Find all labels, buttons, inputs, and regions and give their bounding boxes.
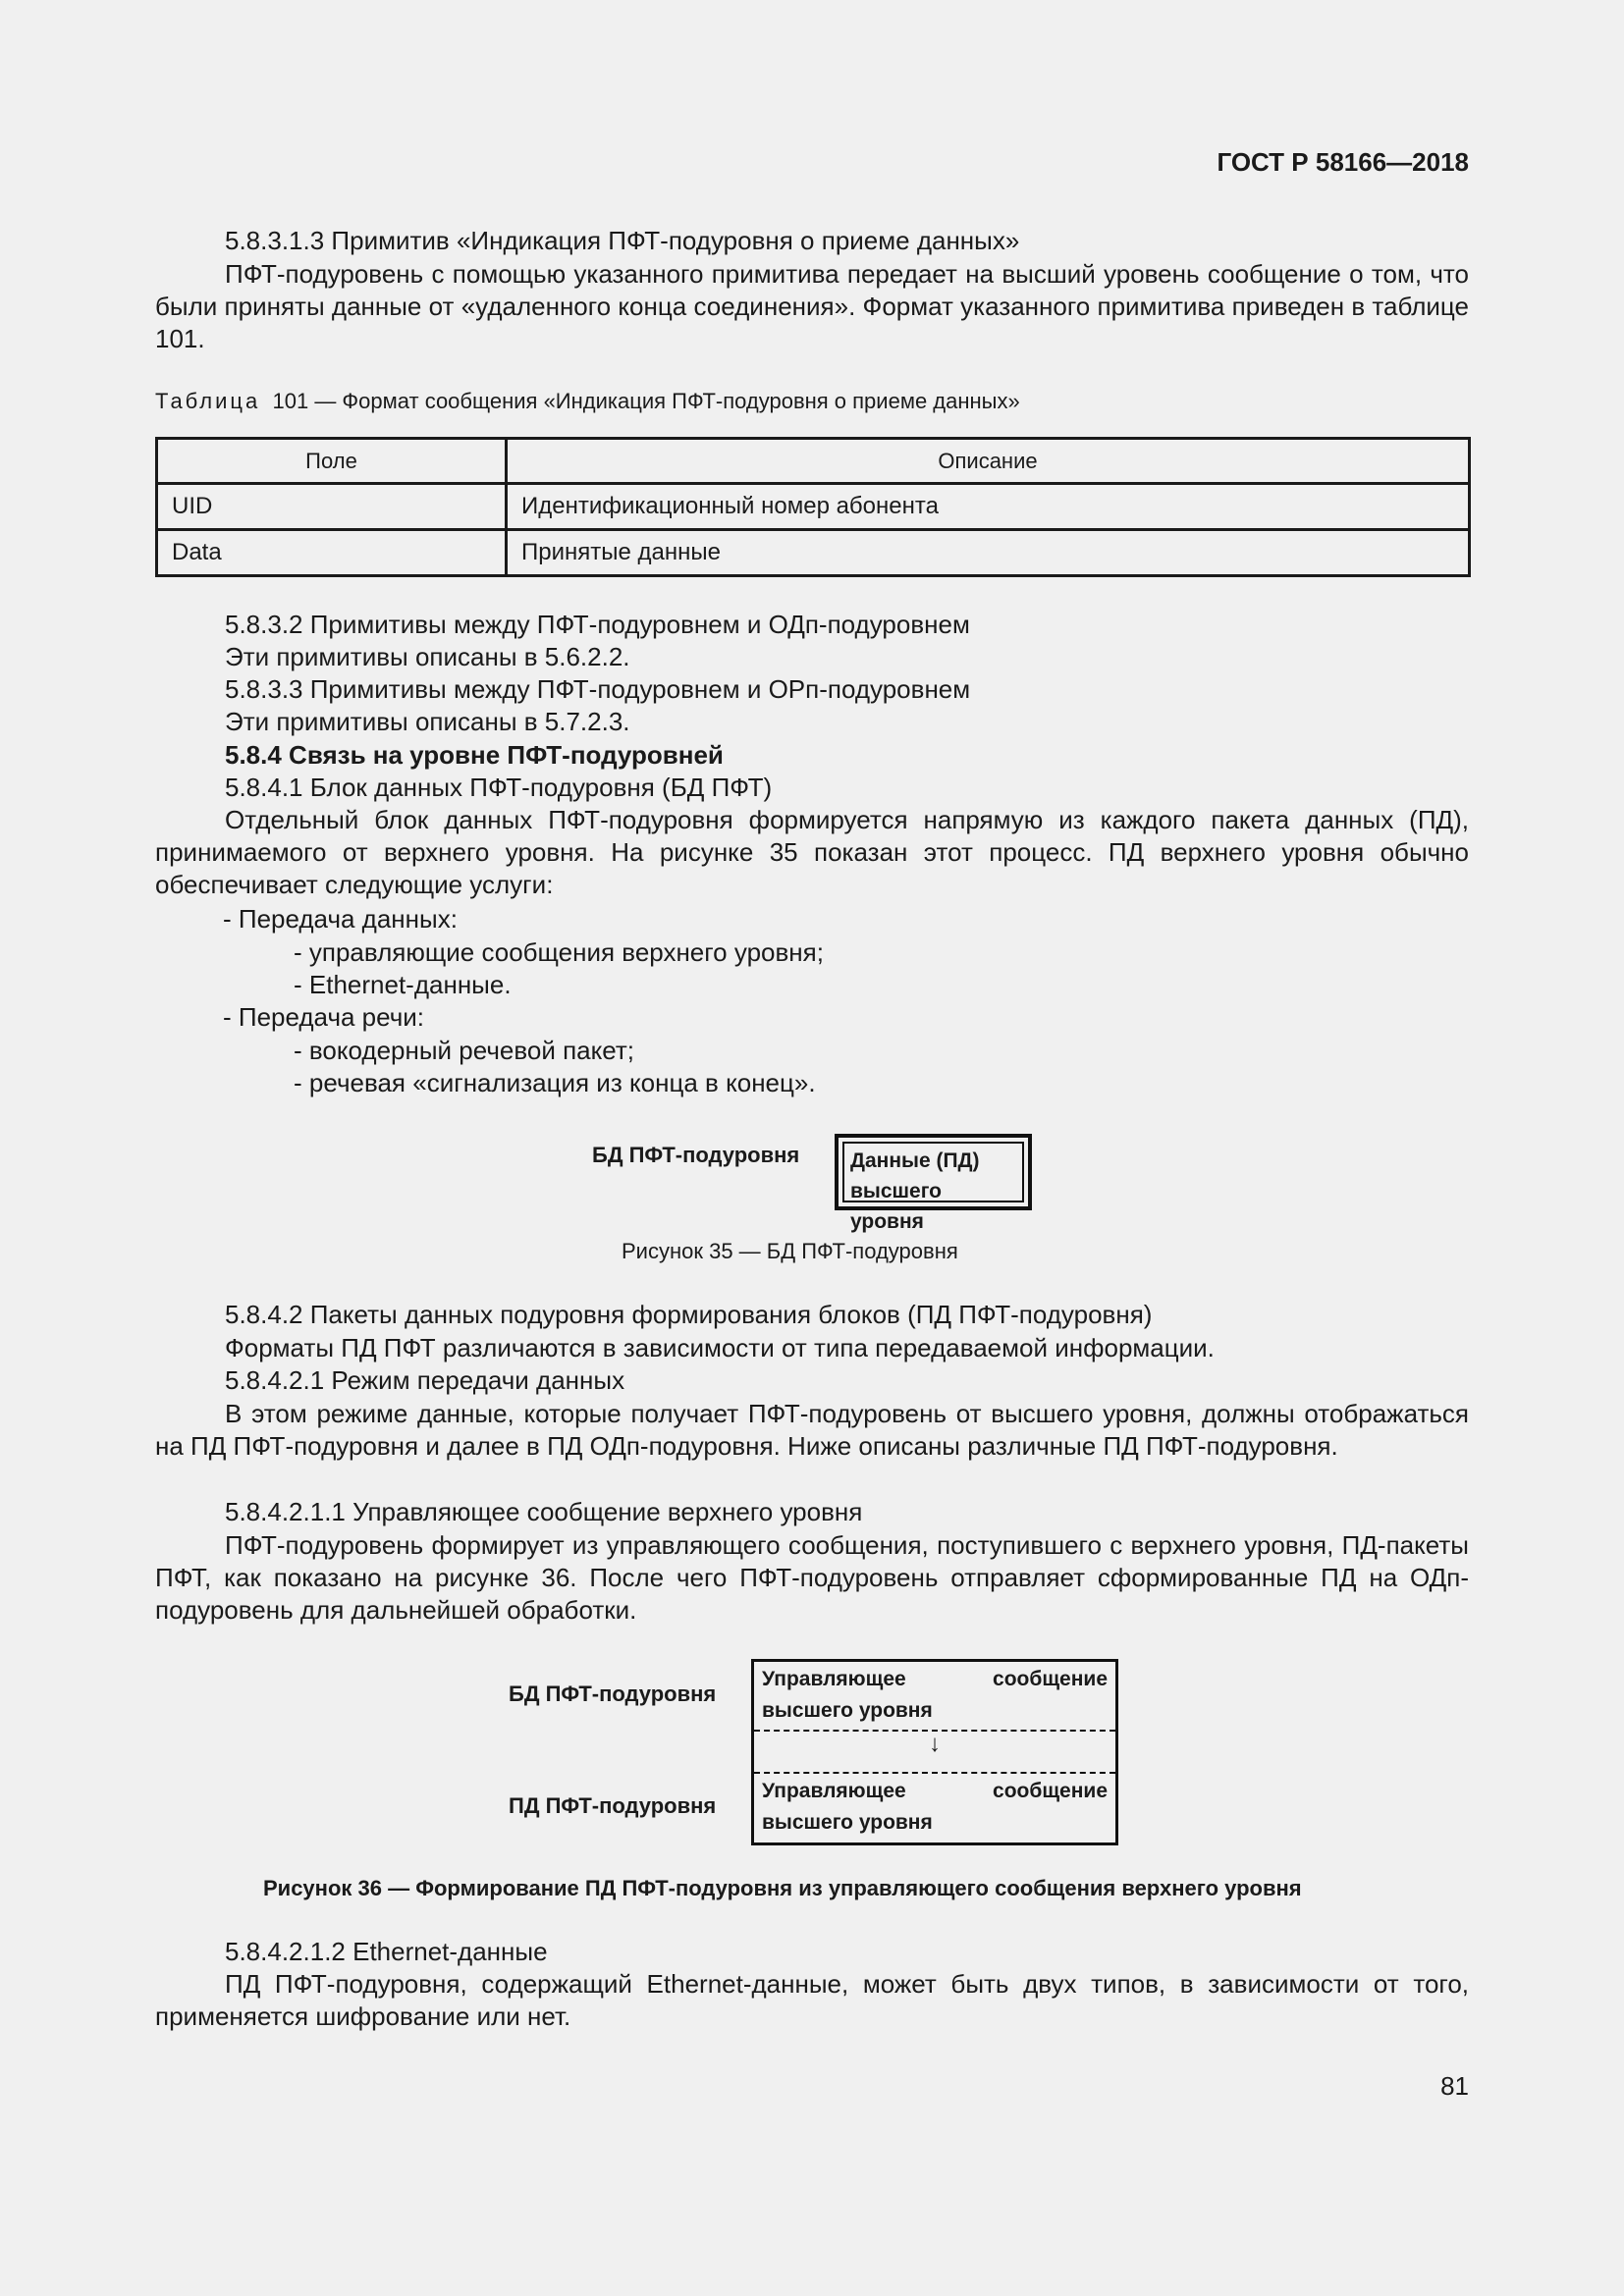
figure-36-top-word1: Управляющее (762, 1668, 906, 1690)
column-header-description: Описание (507, 439, 1470, 484)
section-heading: 5.8.3.1.3 Примитив «Индикация ПФТ-подуровня о приеме данных» (225, 226, 1020, 255)
cell-field: Data (157, 530, 507, 576)
figure-36-bottom-word3: высшего уровня (762, 1811, 933, 1834)
table-row (157, 484, 1470, 530)
figure-36-bottom-word2: сообщение (993, 1780, 1108, 1802)
text-line: Эти примитивы описаны в 5.6.2.2. (225, 642, 630, 671)
section-heading: 5.8.4.2.1.1 Управляющее сообщение верхнего уровня (225, 1497, 863, 1526)
section-heading: 5.8.4.2 Пакеты данных подуровня формирования блоков (ПД ПФТ-подуровня) (225, 1300, 1153, 1329)
figure-36-top-word2: сообщение (993, 1668, 1108, 1690)
figure-35-inner (842, 1142, 1024, 1233)
table-101 (155, 437, 1471, 577)
figure-36-label-bottom: ПД ПФТ-подуровня (509, 1793, 717, 1818)
cell-field: UID (157, 484, 507, 530)
down-arrow-icon: ↓ (929, 1731, 941, 1757)
paragraph: ПД ПФТ-подуровня, содержащий Ethernet-данные, может быть двух типов, в зависимости от того, применяется шифрование или нет. (155, 1969, 1469, 2031)
section-heading: 5.8.3.3 Примитивы между ПФТ-подуровнем и ОРп-подуровнем (225, 674, 971, 704)
list-subitem: - речевая «сигнализация из конца в конец». (294, 1068, 816, 1097)
figure-36-label-top: БД ПФТ-подуровня (509, 1682, 717, 1706)
section-heading: 5.8.4.2.1 Режим передачи данных (225, 1365, 625, 1395)
list-item: - Передача данных: (223, 904, 458, 934)
figure-35-label: БД ПФТ-подуровня (592, 1143, 800, 1167)
paragraph: ПФТ-подуровень с помощью указанного примитива передает на высший уровень сообщение о том, что были приняты данные от «удаленного конца соединения». Формат указанного примитива приведен в таблице 101. (155, 259, 1469, 353)
section-heading: 5.8.4.1 Блок данных ПФТ-подуровня (БД ПФТ) (225, 773, 773, 802)
text-line: Эти примитивы описаны в 5.7.2.3. (225, 707, 630, 736)
figure-36-top-word3: высшего уровня (762, 1699, 933, 1722)
figure-36-bottom-cell (754, 1776, 1115, 1839)
table-header-row (157, 439, 1470, 484)
cell-description: Принятые данные (507, 530, 1470, 576)
figure-35-box-line2: высшего уровня (850, 1180, 943, 1233)
paragraph: В этом режиме данные, которые получает ПФТ-подуровень от высшего уровня, должны отображаться на ПД ПФТ-подуровня и далее в ПД ОДп-подуровня. Ниже описаны различные ПД ПФТ-подуровня. (155, 1399, 1469, 1461)
table-row (157, 530, 1470, 576)
figure-35-box-line1: Данные (ПД) (850, 1149, 980, 1172)
section-heading: 5.8.3.2 Примитивы между ПФТ-подуровнем и ОДп-подуровнем (225, 610, 970, 639)
list-subitem: - управляющие сообщения верхнего уровня; (294, 937, 824, 967)
paragraph: ПФТ-подуровень формирует из управляющего сообщения, поступившего с верхнего уровня, ПД-пакеты ПФТ, как показано на рисунке 36. После чего ПФТ-подуровень отправляет сформированные ПД на ОДп-подуровень для дальнейшей обработки. (155, 1530, 1469, 1625)
figure-36-bottom-word1: Управляющее (762, 1780, 906, 1802)
figure-36-top-cell (754, 1664, 1115, 1727)
page-number: 81 (1440, 2071, 1469, 2101)
dashed-divider (754, 1772, 1115, 1774)
list-subitem: - вокодерный речевой пакет; (294, 1036, 635, 1065)
table-caption (155, 389, 1020, 414)
cell-description: Идентификационный номер абонента (507, 484, 1470, 530)
section-heading: 5.8.4.2.1.2 Ethernet-данные (225, 1937, 548, 1966)
paragraph: Отдельный блок данных ПФТ-подуровня формируется напрямую из каждого пакета данных (ПД), принимаемого от верхнего уровня. На рисунке 35 показан этот процесс. ПД верхнего уровня обычно обеспечивает следующие услуги: (155, 805, 1469, 899)
table-caption-prefix: Таблица (155, 389, 261, 413)
table-caption-text: 101 — Формат сообщения «Индикация ПФТ-подуровня о приеме данных» (272, 389, 1020, 413)
list-item: - Передача речи: (223, 1002, 425, 1032)
figure-35-box (835, 1134, 1032, 1233)
standard-number: ГОСТ Р 58166—2018 (1217, 147, 1469, 177)
figure-35-caption: Рисунок 35 — БД ПФТ-подуровня (622, 1239, 958, 1263)
figure-36-caption: Рисунок 36 — Формирование ПД ПФТ-подуровня из управляющего сообщения верхнего уровня (263, 1876, 1302, 1900)
list-subitem: - Ethernet-данные. (294, 970, 512, 999)
section-heading-bold: 5.8.4 Связь на уровне ПФТ-подуровней (225, 740, 724, 770)
figure-36-diagram (751, 1659, 1118, 1845)
column-header-field: Поле (157, 439, 507, 484)
text-line: Форматы ПД ПФТ различаются в зависимости от типа передаваемой информации. (225, 1333, 1215, 1362)
